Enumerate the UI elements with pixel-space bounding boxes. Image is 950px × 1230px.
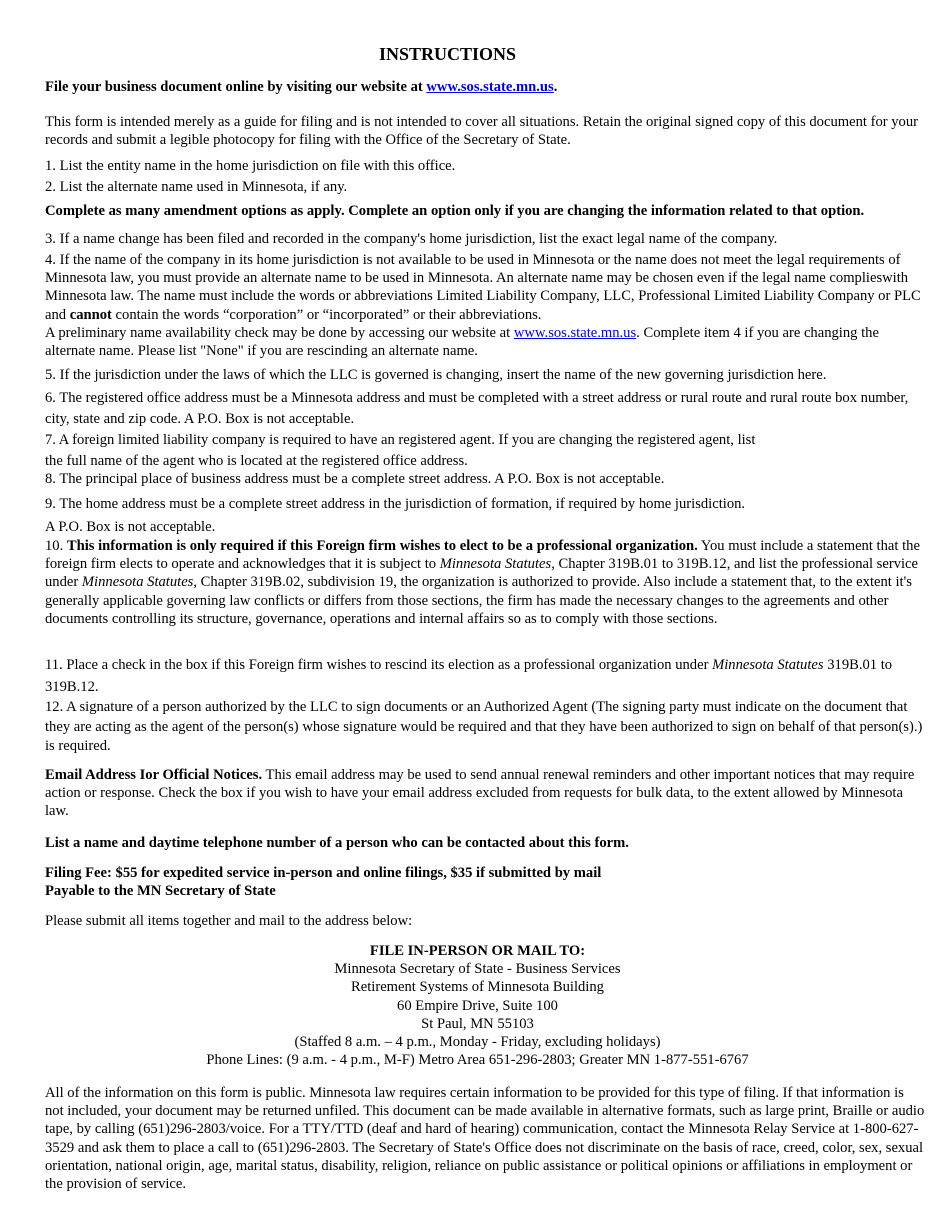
filing-fee	[45, 864, 925, 900]
item-11-statute: Minnesota Statutes	[712, 657, 824, 673]
item-9-line2: A P.O. Box is not acceptable.	[45, 519, 216, 535]
email-text: This email address may be used to send annual renewal reminders and other important notices that may require action or response. Check the box if you wish to have your email address excluded from requests for bulk data, to the extent allowed by Minnesota law.	[45, 767, 915, 820]
submit-note: Please submit all items together and mail to the address below:	[45, 913, 413, 929]
item-10-text-3: Chapter 319B.02, subdivision 19, the organization is authorized to provide. Also include a statement that, to the extent it's generally applicable governing law conflicts or differs from those sections, the firm has made the necessary changes to the agreements and other documents controlling its structure, governance, operations and internal affairs so as to comply with those sections.	[45, 574, 912, 627]
public-info-notice: All of the information on this form is public. Minnesota law requires certain information to be provided for this type of filing. If that information is not included, your document may be returned unfiled. This document can be made available in alternative formats, such as large print, Braille or audio tape, by calling (651)296-2803/voice. For a TTY/TTD (deaf and hard of hearing) communication, contact the Minnesota Relay Service at 1-800-627-3529 and ask them to place a call to (651)296-2803. The Secretary of State's Office does not discriminate on the basis of race, creed, color, sex, sexual orientation, national origin, age, marital status, disability, religion, reliance on public assistance or political opinions or affiliations in employment or the provision of service.	[45, 1085, 925, 1193]
item-10-statute-2: Minnesota Statutes,	[81, 574, 198, 591]
contact-note: List a name and daytime telephone number of a person who can be contacted about this form.	[45, 835, 629, 851]
item-11-text-2: 319B.01 to 319B.12.	[45, 657, 893, 695]
address-line-4: St Paul, MN 55103	[421, 1015, 534, 1032]
item-4-line2: A preliminary name availability check may be done by accessing our website at	[45, 324, 514, 341]
website-link-2[interactable]: www.sos.state.mn.us	[513, 324, 637, 341]
address-line-5: (Staffed 8 a.m. – 4 p.m., Monday - Friday, excluding holidays)	[294, 1034, 661, 1051]
item-10-number: 10.	[45, 538, 67, 554]
item-9-line1: 9. The home address must be a complete street address in the jurisdiction of formation, if required by home jurisdiction.	[45, 496, 746, 512]
guide-text: This form is intended merely as a guide for filing and is not intended to cover all situations. Retain the original signed copy of this document for your records and submit a legible photocopy for filing with the Office of the Secretary of State.	[45, 114, 919, 149]
item-10-bold: This information is only required if this Foreign firm wishes to elect to be a professional organization.	[66, 538, 698, 554]
email-notice	[45, 766, 925, 821]
item-2: 2. List the alternate name used in Minnesota, if any.	[45, 179, 348, 195]
address-line-1: Minnesota Secretary of State - Business Services	[334, 961, 621, 978]
address-line-2: Retirement Systems of Minnesota Building	[351, 979, 604, 996]
item-4-line2-suffix: . Complete item 4 if you are changing the alternate name. Please list "None" if you are rescinding an alternate name.	[45, 324, 879, 360]
online-filing-suffix: .	[553, 79, 558, 95]
item-11-text: 11. Place a check in the box if this Foreign firm wishes to rescind its election as a professional organization under	[45, 657, 713, 673]
item-8: 8. The principal place of business address must be a complete street address. A P.O. Box is not acceptable.	[45, 471, 665, 487]
address-line-3: 60 Empire Drive, Suite 100	[397, 997, 558, 1014]
item-3: 3. If a name change has been filed and recorded in the company's home jurisdiction, list the exact legal name of the company.	[45, 231, 778, 247]
filing-fee-line2: Payable to the MN Secretary of State	[45, 883, 276, 900]
address-heading: FILE IN-PERSON OR MAIL TO:	[369, 943, 586, 959]
item-11	[45, 654, 925, 698]
amendment-note: Complete as many amendment options as apply. Complete an option only if you are changing the information related to that option.	[45, 203, 865, 219]
item-12: 12. A signature of a person authorized by the LLC to sign documents or an Authorized Agent (The signing party must indicate on the document that they are acting as the agent of the person(s) whose signature would be required and that they have been authorized to sign on behalf of that person(s).) is required.	[45, 699, 923, 754]
item-10-text-1: You must include a statement that the foreign firm elects to operate and acknowledges that it is subject to	[45, 538, 920, 573]
item-4-text-2: contain the words “corporation” or “incorporated” or their abbreviations.	[111, 306, 542, 323]
item-4	[45, 251, 925, 360]
item-6: 6. The registered office address must be a Minnesota address and must be completed with a street address or rural route and rural route box number, city, state and zip code. A P.O. Box is not acceptable.	[45, 390, 909, 427]
online-filing-text: File your business document online by visiting our website at	[45, 79, 427, 95]
item-7-line1: 7. A foreign limited liability company is required to have an registered agent. If you are changing the registered agent, list	[45, 432, 756, 448]
item-7-line2: the full name of the agent who is located at the registered office address.	[45, 453, 468, 469]
item-9	[45, 493, 925, 539]
website-link[interactable]: www.sos.state.mn.us	[426, 79, 554, 95]
item-1: 1. List the entity name in the home jurisdiction on file with this office.	[45, 158, 456, 174]
address-line-6: Phone Lines: (9 a.m. - 4 p.m., M-F) Metro Area 651-296-2803; Greater MN 1-877-551-6767	[206, 1052, 749, 1069]
item-10-text-2: Chapter 319B.01 to 319B.12, and list the professional service under	[45, 556, 919, 591]
email-heading: Email Address Ior Official Notices.	[45, 767, 263, 783]
item-5: 5. If the jurisdiction under the laws of which the LLC is governed is changing, insert the name of the new governing jurisdiction here.	[45, 367, 827, 383]
item-7	[45, 430, 925, 472]
filing-fee-line1: Filing Fee: $55 for expedited service in-person and online filings, $35 if submitted by mail	[45, 865, 602, 881]
item-4-text: 4. If the name of the company in its home jurisdiction is not available to be used in Minnesota or the name does not meet the legal requirements of Minnesota law, you must provide an alternate name to be used in Minnesota. An alternate name may be chosen even if the legal name complieswith Minnesota law. The name must include the words or abbreviations Limited Liability Company, LLC, Professional Limited Liability Company or PLC and	[45, 252, 921, 323]
item-10	[45, 537, 925, 628]
item-10-statute-1: Minnesota Statutes,	[439, 556, 555, 573]
online-filing-note	[45, 78, 925, 96]
page-title: INSTRUCTIONS	[378, 44, 517, 64]
mailing-address	[45, 942, 910, 1069]
item-4-bold: cannot	[69, 306, 112, 323]
